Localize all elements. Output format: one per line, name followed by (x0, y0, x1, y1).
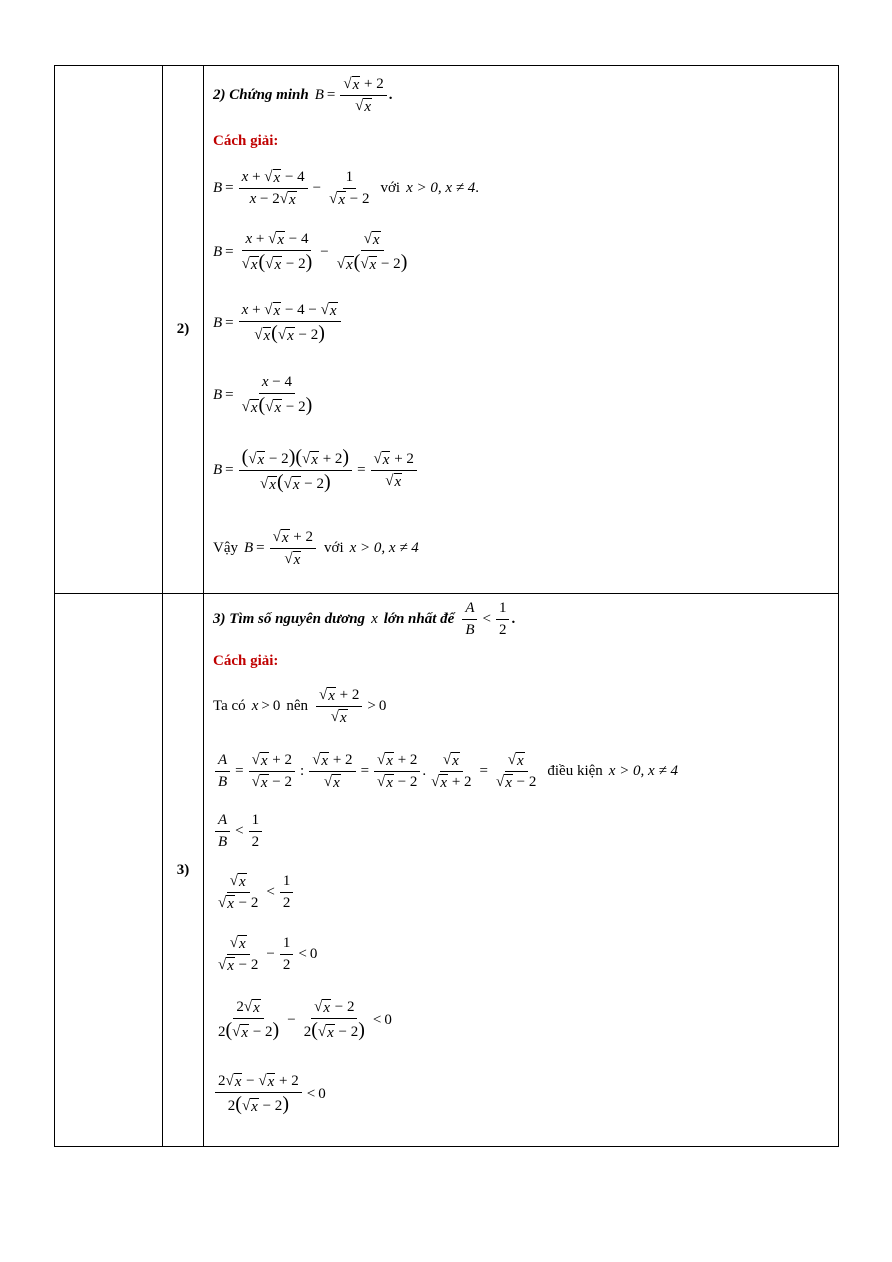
equation-step: √ x √ x − 2 < $\frac{1}{2}$ (213, 873, 295, 912)
empty-cell (55, 594, 163, 1147)
equation-step: 2 √ x − √ x + 2 2( √ x − 2) < 0 (213, 1073, 326, 1115)
equation-step: Ta có x > 0 nên √ x + 2 √ x > 0 (213, 687, 387, 726)
row-2-content (204, 66, 839, 594)
row-label: 3) (163, 594, 204, 1147)
equation-step: $\frac{A}{B}$ = √ x + 2 √ x − 2 : √ x + 2 √ x = √ x + 2 √ x − 2 . √ x √ x + 2 = √ x √ x − 2 điều kiện x > 0, x ≠ 4 (213, 752, 678, 791)
equation-step: B = x + √ x − 4 x − 2 √ x − 1 √ x − 2 với x > 0, x ≠ 4 . (213, 169, 480, 208)
solution-table (54, 65, 839, 1147)
equation-step: B = x + √ x − 4 √ x ( √ x − 2) − √ x √ x ( √ x − 2) (213, 231, 408, 273)
equation-step: B = x + √ x − 4 − √ x √ x ( √ x − 2) (213, 302, 343, 344)
equation-step: B = ( √ x − 2)( √ x + 2) √ x ( √ x − 2) = √ x + 2 √ x (213, 448, 419, 493)
equation-step: $\frac{A}{B}$ < $\frac{1}{2}$ (213, 812, 264, 851)
method-heading: Cách giải: (213, 133, 279, 149)
equation-step: √ x √ x − 2 − $\frac{1}{2}$ < 0 (218, 935, 318, 974)
method-heading: Cách giải: (213, 653, 279, 669)
part-title: 2) Chứng minh B = √ x + 2 √ x . (213, 76, 393, 115)
row-label: 2) (163, 66, 204, 594)
part-title: 3) Tìm số nguyên dương x lớn nhất để $\frac{A}{B}$ < $\frac{1}{2}$ . (213, 600, 516, 638)
equation-step: 2 √ x 2( √ x − 2) − √ x − 2 2( √ x − 2) < 0 (218, 999, 392, 1041)
conclusion: Vậy B = √ x + 2 √ x với x > 0, x ≠ 4 (213, 529, 419, 568)
row-3-content (204, 594, 839, 1147)
equation-step: B = x − 4 √ x ( √ x − 2) (213, 374, 313, 416)
empty-cell (55, 66, 163, 594)
